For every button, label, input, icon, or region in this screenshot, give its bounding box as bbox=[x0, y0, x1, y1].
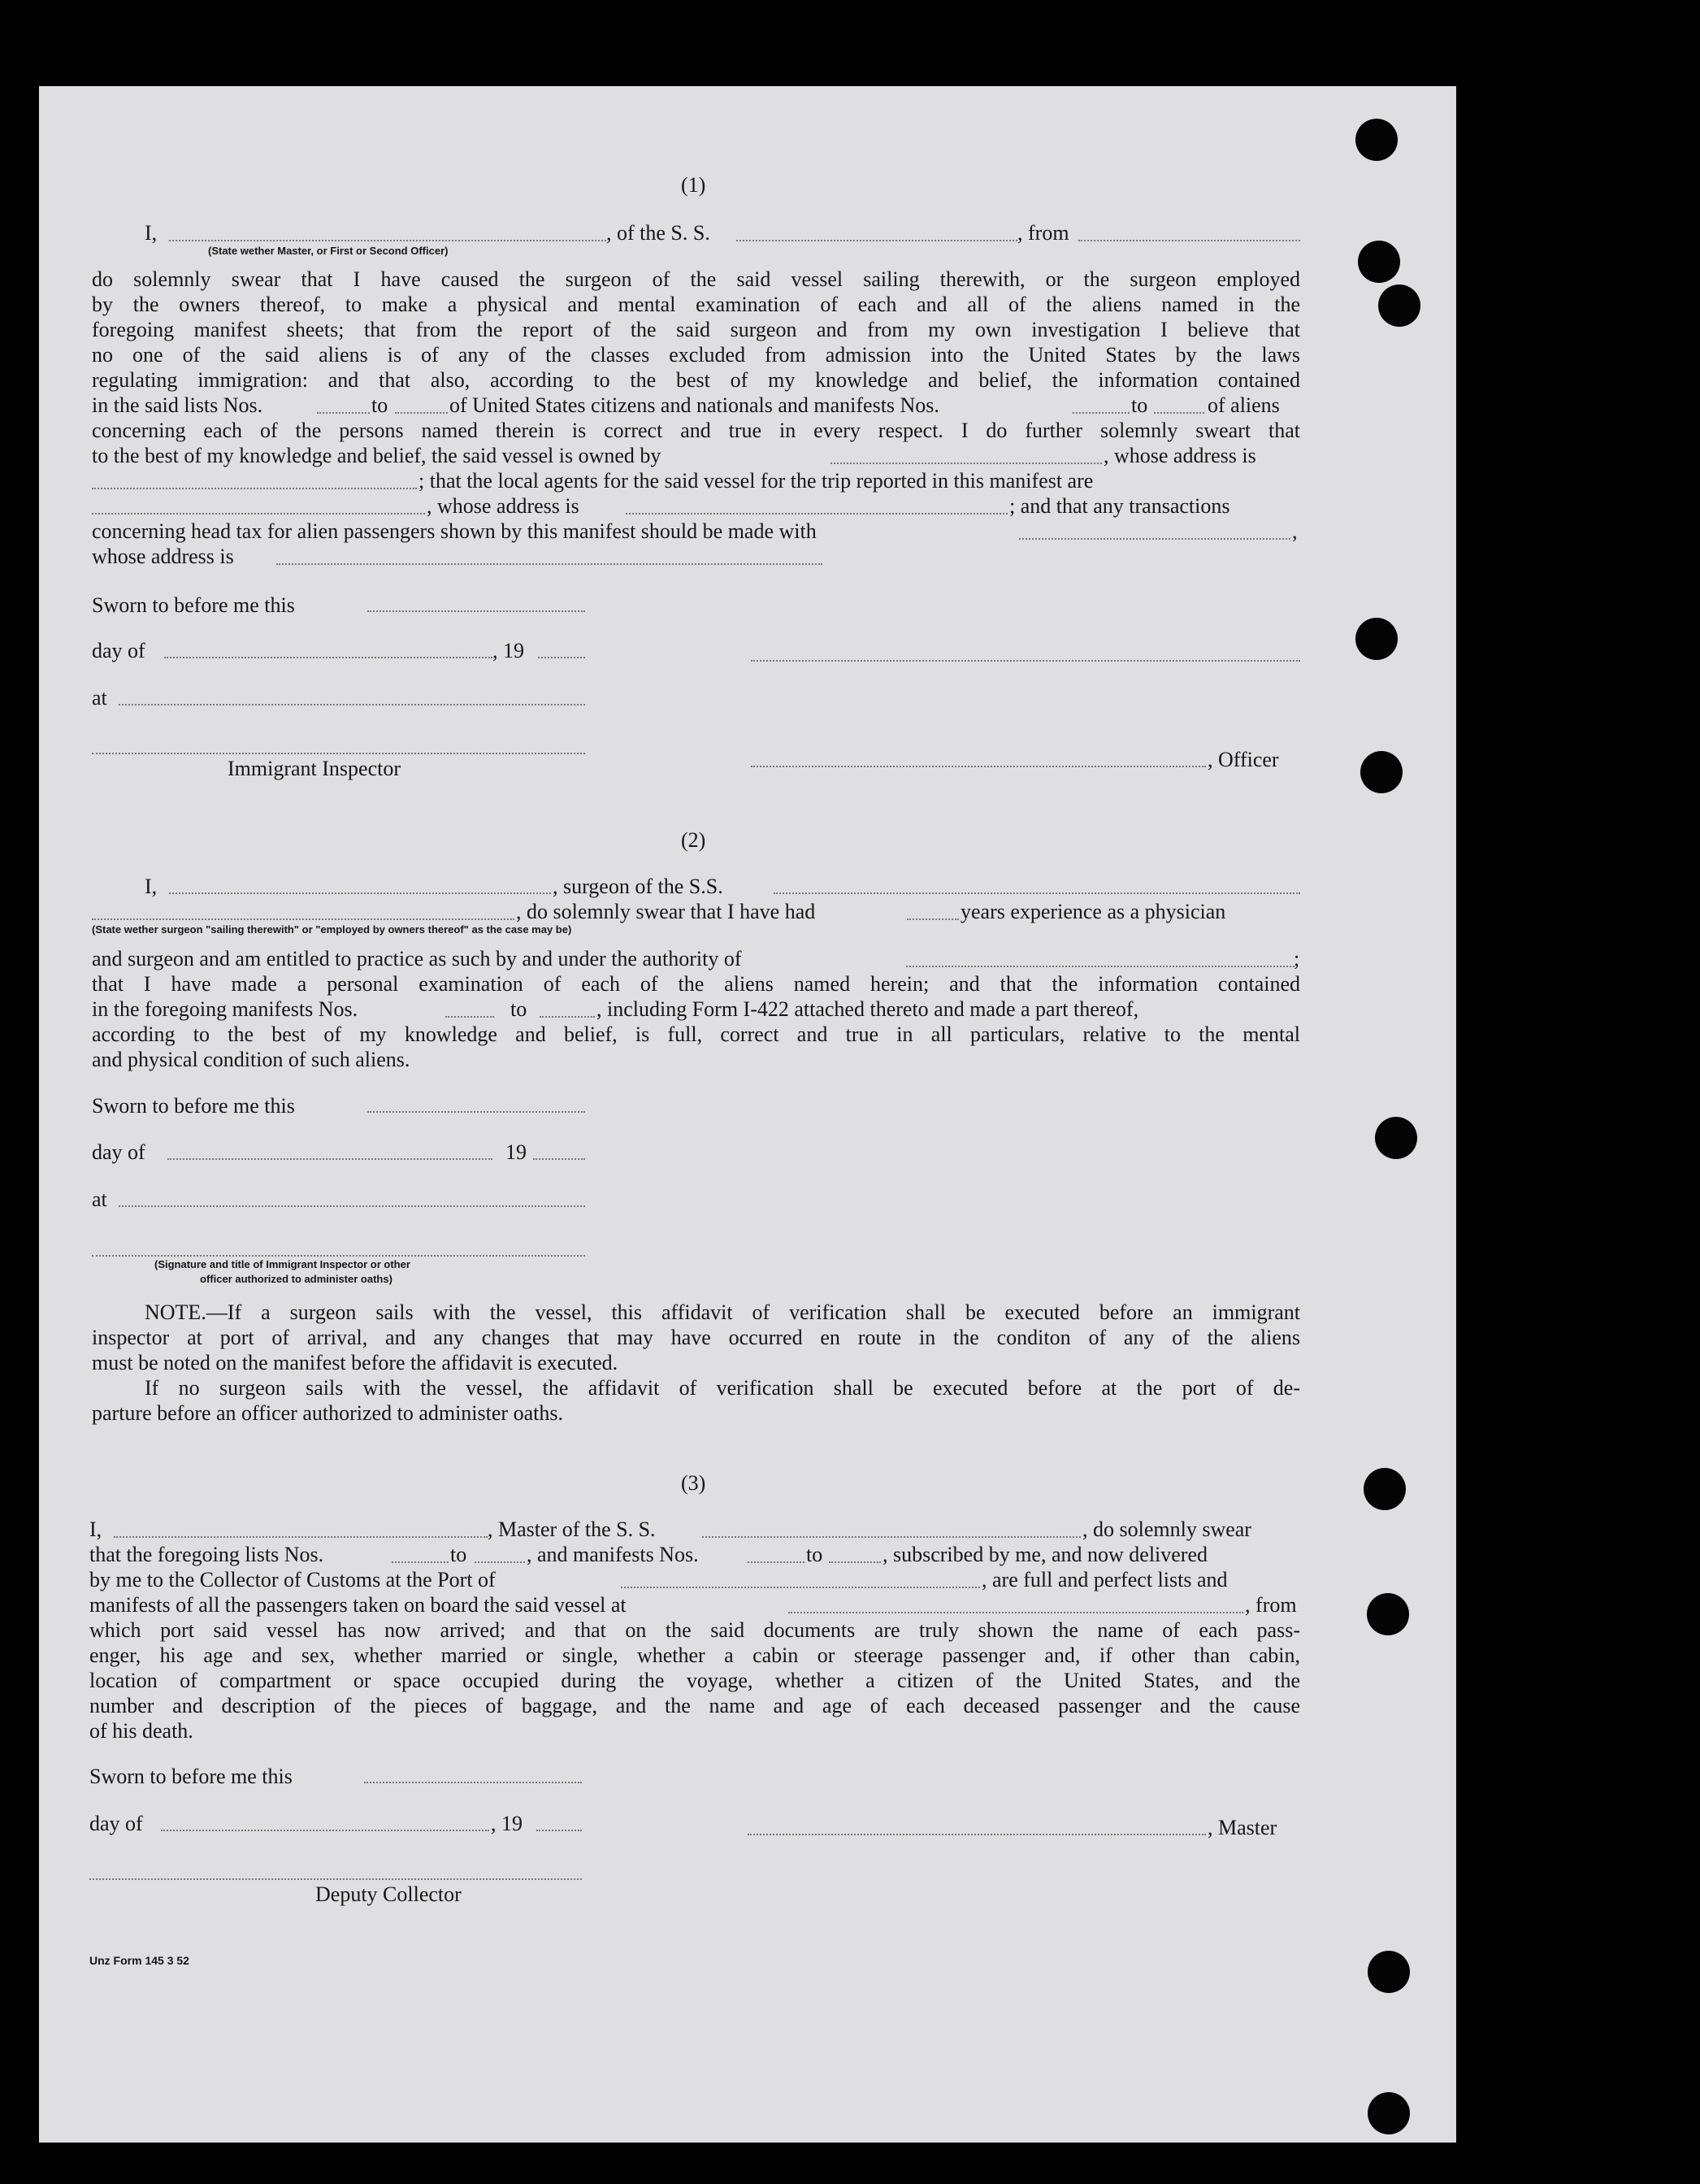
body-text: that I have made a personal examination of each of the aliens named herein; and that the information contained bbox=[92, 972, 1300, 996]
blank-line bbox=[164, 657, 492, 658]
body-text: foregoing manifest sheets; that from the report of the said surgeon and from my own investigation I believe that bbox=[92, 318, 1300, 341]
note-text: If no surgeon sails with the vessel, the affidavit of verification shall be executed before at the port of de- bbox=[145, 1376, 1300, 1400]
note-text: parture before an officer authorized to administer oaths. bbox=[92, 1401, 563, 1425]
blank-line bbox=[395, 412, 448, 414]
body-text: to bbox=[1131, 393, 1148, 417]
section-number: (3) bbox=[681, 1471, 706, 1495]
blank-line bbox=[1073, 412, 1130, 414]
punch-hole bbox=[1358, 241, 1400, 283]
body-text: by me to the Collector of Customs at the Port of bbox=[89, 1568, 496, 1591]
year-label: , 19 bbox=[492, 639, 524, 662]
punch-hole bbox=[1355, 618, 1398, 660]
blank-line bbox=[1078, 240, 1300, 241]
body-text: , subscribed by me, and now delivered bbox=[883, 1543, 1208, 1566]
body-text: ; and that any transactions bbox=[1009, 494, 1230, 518]
blank-line bbox=[92, 918, 514, 920]
master-title: , Master bbox=[1208, 1816, 1277, 1839]
punch-hole bbox=[1378, 284, 1420, 327]
blank-line bbox=[367, 610, 585, 612]
blank-line bbox=[626, 513, 1008, 515]
blank-line bbox=[167, 1158, 492, 1160]
blank-line bbox=[392, 1561, 449, 1563]
punch-hole bbox=[1375, 1117, 1417, 1159]
body-text: location of compartment or space occupied during the voyage, whether a citizen of the United States, and the bbox=[89, 1669, 1300, 1692]
punch-hole bbox=[1364, 1468, 1406, 1510]
field-hint: (State wether Master, or First or Second Officer) bbox=[208, 245, 449, 257]
blank-line bbox=[788, 1612, 1243, 1613]
blank-line bbox=[119, 704, 585, 706]
section-number: (2) bbox=[681, 828, 706, 852]
body-text: , bbox=[1292, 519, 1298, 543]
blank-line bbox=[906, 966, 1295, 967]
blank-line bbox=[702, 1536, 1081, 1538]
field-label: I, bbox=[89, 1518, 102, 1541]
body-text: number and description of the pieces of baggage, and the name and age of each deceased passenger and the cause bbox=[89, 1694, 1300, 1717]
body-text: and physical condition of such aliens. bbox=[92, 1048, 410, 1071]
body-text: of aliens bbox=[1208, 393, 1280, 417]
punch-hole bbox=[1368, 1951, 1410, 1993]
blank-line bbox=[1019, 538, 1290, 540]
body-text: ; that the local agents for the said vessel for the trip reported in this manifest are bbox=[418, 469, 1094, 493]
body-text: enger, his age and sex, whether married or single, whether a cabin or steerage passenger and, if other than cabin, bbox=[89, 1643, 1300, 1667]
blank-line bbox=[169, 892, 551, 894]
body-text: of United States citizens and nationals and manifests Nos. bbox=[449, 393, 939, 417]
body-text: , whose address is bbox=[1104, 444, 1256, 467]
body-text: and surgeon and am entitled to practice as such by and under the authority of bbox=[92, 947, 742, 970]
signature-line bbox=[92, 753, 585, 754]
body-text: , from bbox=[1245, 1593, 1297, 1617]
blank-line bbox=[114, 1536, 488, 1538]
body-text: ; bbox=[1294, 947, 1300, 970]
signature-line bbox=[89, 1878, 582, 1880]
blank-line bbox=[621, 1587, 980, 1588]
inspector-title: Immigrant Inspector bbox=[228, 757, 401, 780]
body-text: whose address is bbox=[92, 545, 234, 568]
body-text: to bbox=[371, 393, 388, 417]
body-text: regulating immigration: and that also, according to the best of my knowledge and belief, the information contained bbox=[92, 368, 1300, 392]
day-label: day of bbox=[89, 1812, 143, 1835]
signature-line bbox=[748, 1834, 1206, 1835]
body-text: to the best of my knowledge and belief, the said vessel is owned by bbox=[92, 444, 661, 467]
blank-line bbox=[169, 240, 606, 241]
sworn-label: Sworn to before me this bbox=[92, 593, 295, 617]
note-text: NOTE.—If a surgeon sails with the vessel, this affidavit of verification shall be executed before an immigrant bbox=[145, 1300, 1300, 1324]
body-text: manifests of all the passengers taken on board the said vessel at bbox=[89, 1593, 627, 1617]
sworn-label: Sworn to before me this bbox=[92, 1094, 295, 1118]
blank-line bbox=[736, 240, 1017, 241]
field-label: , of the S. S. bbox=[606, 221, 710, 245]
blank-line bbox=[92, 488, 417, 489]
note-text: inspector at port of arrival, and any changes that may have occurred en route in the conditon of any of the aliens bbox=[92, 1326, 1300, 1349]
blank-line bbox=[161, 1830, 489, 1831]
blank-line bbox=[774, 892, 1300, 894]
form-number: Unz Form 145 3 52 bbox=[89, 1954, 189, 1967]
body-text: concerning each of the persons named therein is correct and true in every respect. I do further solemnly sweart that bbox=[92, 419, 1300, 442]
body-text: , do solemnly swear that I have had bbox=[516, 900, 816, 923]
body-text: to bbox=[450, 1543, 467, 1566]
body-text: that the foregoing lists Nos. bbox=[89, 1543, 324, 1566]
blank-line bbox=[748, 1561, 804, 1563]
field-label: , surgeon of the S.S. bbox=[553, 875, 723, 898]
blank-line bbox=[536, 1830, 582, 1831]
punch-hole bbox=[1360, 751, 1403, 793]
field-label: , from bbox=[1017, 221, 1069, 245]
blank-line bbox=[92, 513, 425, 515]
blank-line bbox=[119, 1205, 585, 1207]
blank-line bbox=[276, 563, 822, 565]
body-text: concerning head tax for alien passengers shown by this manifest should be made with bbox=[92, 519, 817, 543]
body-text: to bbox=[806, 1543, 823, 1566]
body-text: in the said lists Nos. bbox=[92, 393, 263, 417]
blank-line bbox=[367, 1111, 585, 1113]
blank-line bbox=[907, 918, 959, 920]
body-text: , are full and perfect lists and bbox=[982, 1568, 1228, 1591]
blank-line bbox=[1154, 412, 1204, 414]
at-label: at bbox=[92, 686, 107, 710]
body-text: no one of the said aliens is of any of the classes excluded from admission into the United States by the laws bbox=[92, 343, 1300, 367]
section-number: (1) bbox=[681, 173, 706, 197]
signature-hint: (Signature and title of Immigrant Inspector or other bbox=[154, 1258, 410, 1270]
body-text: of his death. bbox=[89, 1719, 193, 1743]
blank-line bbox=[445, 1016, 494, 1018]
note-text: must be noted on the manifest before the affidavit is executed. bbox=[92, 1351, 618, 1374]
blank-line bbox=[540, 1016, 595, 1018]
day-label: day of bbox=[92, 639, 145, 662]
body-text: according to the best of my knowledge and belief, is full, correct and true in all particulars, relative to the mental bbox=[92, 1023, 1300, 1046]
body-text: in the foregoing manifests Nos. bbox=[92, 997, 358, 1021]
field-label: , do solemnly swear bbox=[1082, 1518, 1251, 1541]
field-label: I, bbox=[145, 221, 158, 245]
body-text: , whose address is bbox=[427, 494, 579, 518]
year-label: , 19 bbox=[491, 1812, 523, 1835]
body-text: , and manifests Nos. bbox=[527, 1543, 699, 1566]
field-label: I, bbox=[145, 875, 158, 898]
blank-line bbox=[538, 657, 585, 658]
punch-hole bbox=[1367, 1593, 1409, 1635]
year-label: 19 bbox=[505, 1140, 527, 1164]
officer-title: , Officer bbox=[1208, 748, 1279, 771]
blank-line bbox=[829, 1561, 881, 1563]
body-text: do solemnly swear that I have caused the surgeon of the said vessel sailing therewith, or the surgeon employed bbox=[92, 267, 1300, 291]
blank-line bbox=[830, 462, 1102, 464]
signature-line bbox=[751, 766, 1206, 767]
blank-line bbox=[364, 1782, 582, 1783]
deputy-title: Deputy Collector bbox=[315, 1882, 462, 1906]
body-text: by the owners thereof, to make a physical and mental examination of each and all of the aliens named in the bbox=[92, 293, 1300, 316]
field-hint: (State wether surgeon "sailing therewith" or "employed by owners thereof" as the case may be) bbox=[92, 923, 572, 936]
blank-line bbox=[475, 1561, 525, 1563]
sworn-label: Sworn to before me this bbox=[89, 1765, 293, 1788]
blank-line bbox=[533, 1158, 585, 1160]
signature-hint: officer authorized to administer oaths) bbox=[200, 1273, 392, 1285]
punch-hole bbox=[1355, 119, 1398, 161]
body-text: years experience as a physician bbox=[961, 900, 1226, 923]
punch-hole bbox=[1368, 2092, 1410, 2134]
blank-line bbox=[751, 660, 1300, 662]
body-text: to bbox=[510, 997, 527, 1021]
signature-line bbox=[92, 1255, 585, 1257]
blank-line bbox=[317, 412, 370, 414]
at-label: at bbox=[92, 1188, 107, 1211]
body-text: which port said vessel has now arrived; and that on the said documents are truly shown the name of each pass- bbox=[89, 1618, 1300, 1642]
body-text: , including Form I-422 attached thereto and made a part thereof, bbox=[596, 997, 1139, 1021]
field-label: , Master of the S. S. bbox=[488, 1518, 656, 1541]
day-label: day of bbox=[92, 1140, 145, 1164]
